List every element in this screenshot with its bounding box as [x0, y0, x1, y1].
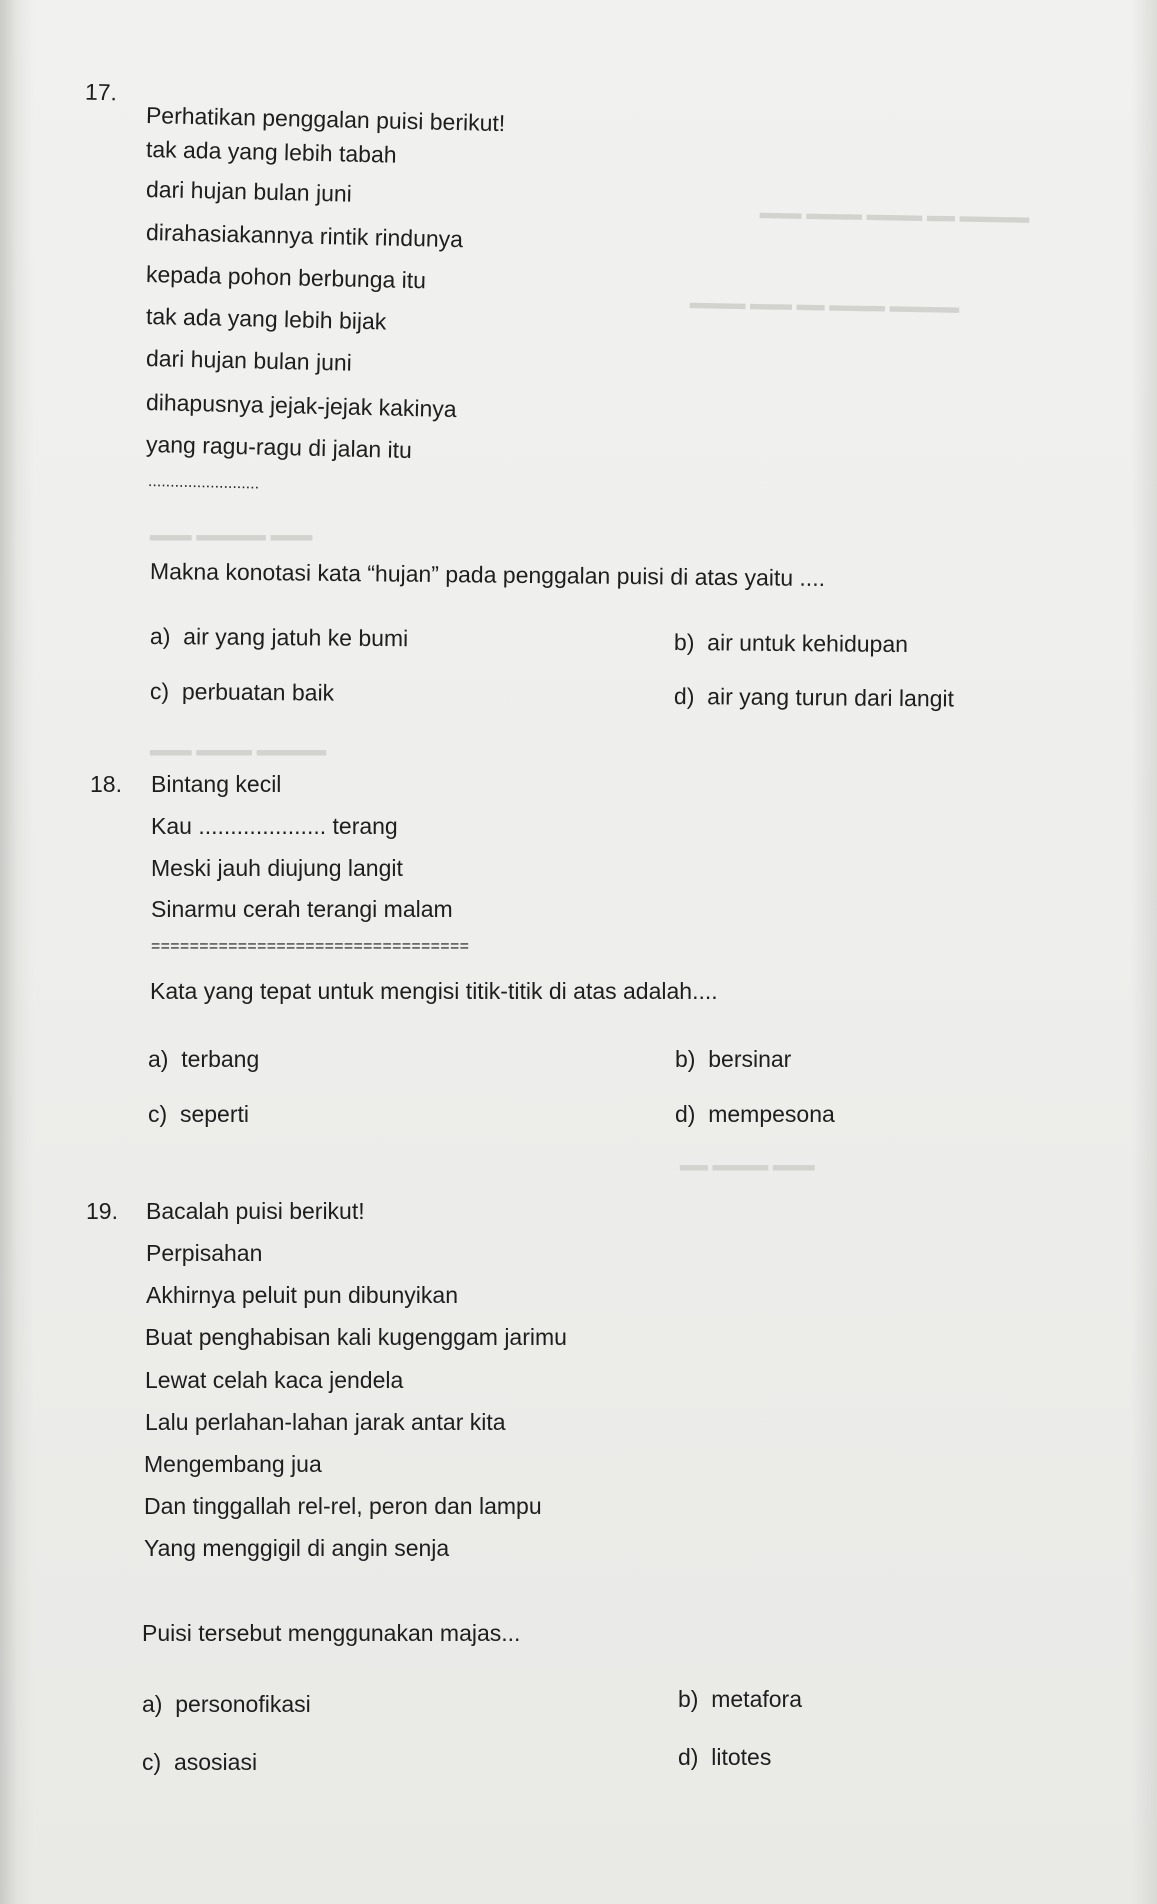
- question-instruction: Perhatikan penggalan puisi berikut!: [145, 102, 506, 137]
- option-letter: a): [149, 623, 171, 650]
- option-letter: b): [678, 1686, 699, 1712]
- show-through-text: ▂▂▂ ▂▂▂▂ ▂▂▂▂ ▂▂ ▂▂▂▂▂: [759, 197, 1030, 223]
- option-letter: b): [675, 1046, 696, 1072]
- option-b: [674, 628, 908, 658]
- option-text: perbuatan baik: [181, 678, 335, 706]
- option-letter: c): [148, 1101, 168, 1127]
- option-text: air untuk kehidupan: [707, 629, 909, 658]
- option-letter: d): [673, 683, 695, 710]
- option-a: [148, 1045, 259, 1073]
- poem-title: Bintang kecil: [151, 771, 282, 797]
- show-through-text: ▂▂▂ ▂▂▂▂▂ ▂▂▂: [150, 520, 313, 540]
- option-letter: d): [675, 1101, 696, 1127]
- option-letter: b): [673, 629, 695, 656]
- option-text: metafora: [711, 1686, 802, 1712]
- poem-line: dirahasiakannya rintik rindunya: [145, 219, 464, 253]
- separator-equals: =================================: [151, 938, 470, 955]
- option-d: [675, 1100, 835, 1128]
- poem-line: kepada pohon berbunga itu: [145, 261, 427, 294]
- poem-line: Buat penghabisan kali kugenggam jarimu: [145, 1324, 567, 1350]
- poem-line: tak ada yang lebih tabah: [145, 136, 397, 168]
- option-letter: d): [678, 1744, 699, 1770]
- question-number: 19.: [86, 1198, 118, 1224]
- poem-line: Sinarmu cerah terangi malam: [151, 896, 453, 922]
- option-letter: c): [142, 1749, 162, 1775]
- poem-line: Lewat celah kaca jendela: [145, 1367, 404, 1393]
- show-through-text: ▂▂▂ ▂▂▂▂ ▂▂▂▂▂: [150, 735, 327, 755]
- poem-line: dari hujan bulan juni: [145, 176, 353, 207]
- show-through-text: ▂▂ ▂▂▂▂ ▂▂▂: [680, 1150, 815, 1170]
- option-text: asosiasi: [173, 1749, 258, 1775]
- show-through-text: ▂▂▂▂ ▂▂▂ ▂▂ ▂▂▂▂ ▂▂▂▂▂: [689, 287, 960, 313]
- option-a: [150, 622, 408, 652]
- option-text: air yang turun dari langit: [707, 683, 955, 712]
- option-text: personofikasi: [175, 1691, 311, 1717]
- poem-line: Yang menggigil di angin senja: [144, 1535, 450, 1561]
- question-number: 17.: [84, 78, 118, 106]
- question-number: 18.: [90, 771, 122, 797]
- option-c: [150, 677, 334, 707]
- poem-line: Dan tinggallah rel-rel, peron dan lampu: [144, 1493, 542, 1519]
- option-letter: a): [142, 1691, 163, 1717]
- option-letter: a): [148, 1046, 169, 1072]
- question-text: Makna konotasi kata “hujan” pada penggalan puisi di atas yaitu ....: [149, 558, 826, 592]
- poem-line: tak ada yang lebih bijak: [145, 303, 387, 335]
- option-a: [142, 1690, 311, 1718]
- option-c: [142, 1748, 257, 1776]
- poem-line: dihapusnya jejak-jejak kakinya: [145, 389, 457, 423]
- option-text: seperti: [179, 1101, 249, 1127]
- poem-line: Meski jauh diujung langit: [151, 855, 403, 881]
- option-b: [678, 1685, 802, 1713]
- separator-dots: .........................: [147, 473, 260, 493]
- poem-line-with-blank: Kau .................... terang: [151, 813, 398, 839]
- option-d: [678, 1743, 771, 1771]
- page-edge-shadow: [0, 0, 34, 1904]
- poem-line: yang ragu-ragu di jalan itu: [145, 431, 413, 464]
- option-text: litotes: [711, 1744, 772, 1770]
- option-c: [148, 1100, 249, 1128]
- option-b: [675, 1045, 791, 1073]
- question-instruction: Bacalah puisi berikut!: [146, 1198, 365, 1224]
- poem-line: dari hujan bulan juni: [145, 345, 353, 376]
- option-text: bersinar: [708, 1046, 792, 1072]
- poem-title: Perpisahan: [146, 1240, 263, 1266]
- poem-line: Mengembang jua: [144, 1451, 322, 1477]
- question-text: Puisi tersebut menggunakan majas...: [142, 1620, 521, 1646]
- page-edge-shadow-right: [1131, 0, 1157, 1904]
- option-text: air yang jatuh ke bumi: [183, 623, 409, 652]
- poem-line: Akhirnya peluit pun dibunyikan: [146, 1282, 458, 1308]
- option-text: terbang: [181, 1046, 260, 1072]
- poem-line: Lalu perlahan-lahan jarak antar kita: [145, 1409, 506, 1435]
- option-text: mempesona: [708, 1101, 835, 1127]
- option-letter: c): [149, 678, 170, 705]
- question-text: Kata yang tepat untuk mengisi titik-titik di atas adalah....: [150, 978, 718, 1004]
- option-d: [674, 682, 954, 712]
